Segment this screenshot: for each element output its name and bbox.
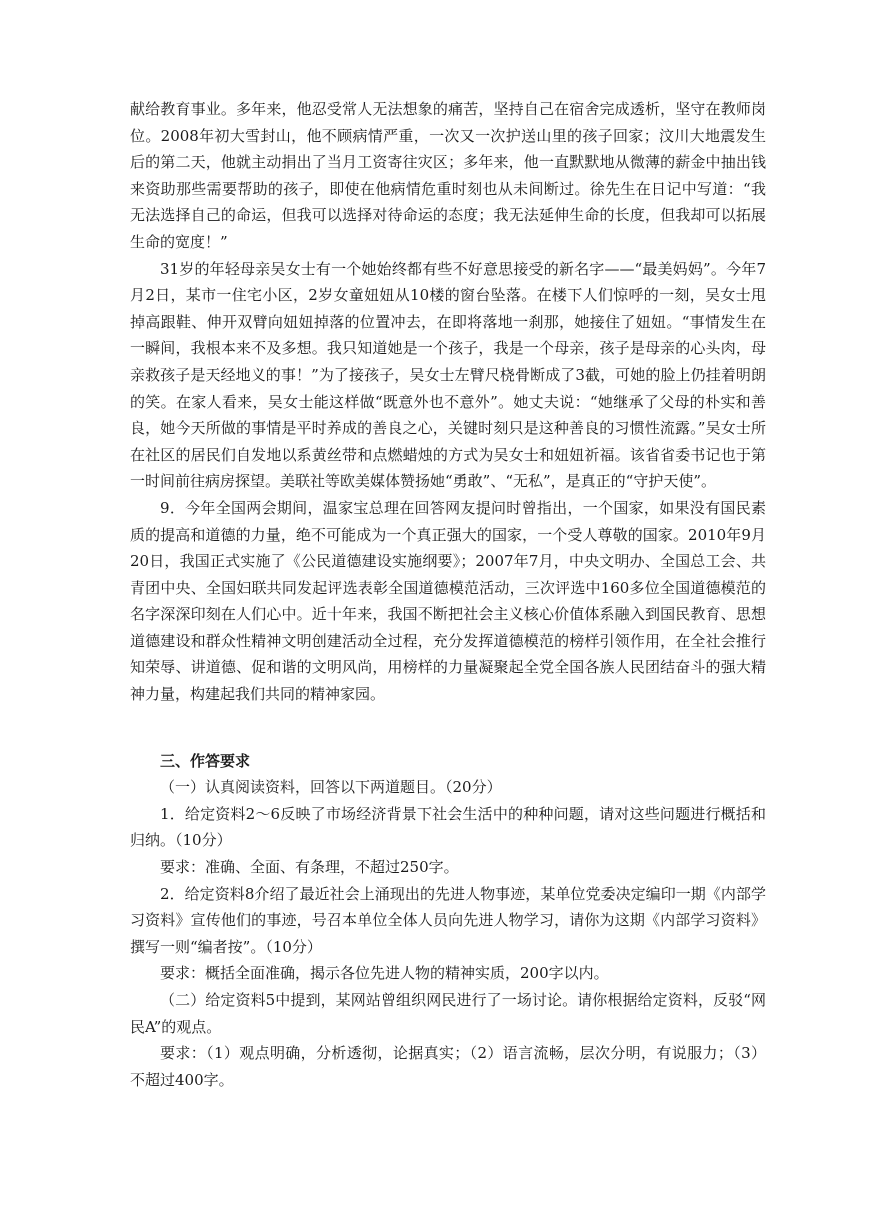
question-one-requirement: 要求：准确、全面、有条理，不超过250字。 [160, 858, 459, 877]
question-one: 1．给定资料2～6反映了市场经济背景下社会生活中的种种问题，请对这些问题进行概括和归纳。（10分） [130, 804, 766, 850]
question-two-requirement: 要求：概括全面准确，揭示各位先进人物的精神实质，200字以内。 [160, 964, 609, 983]
section-heading: 三、作答要求 [160, 751, 251, 770]
part-two-question: （二）给定资料5中提到，某网站曾组织网民进行了一场讨论。请你根据给定资料，反驳“网民A”的观点。 [130, 991, 766, 1036]
material-paragraph-teacher: 献给教育事业。多年来，他忍受常人无法想象的痛苦，坚持自己在宿舍完成透析，坚守在教师岗位。2008年初大雪封山，他不顾病情严重，一次又一次护送山里的孩子回家；汶川大地震发生后的第二天，他就主动捐出了当月工资寄往灾区；多年来，他一直默默地从微薄的薪金中抽出钱来资助那些需要帮助的孩子，即使在他病情危重时刻也从未间断过。徐先生在日记中写道：“我无法选择自己的命运，但我可以选择对待命运的态度；我无法延伸生命的长度，但我却可以拓展生命的宽度！” [130, 100, 766, 251]
part-one-intro: （一）认真阅读资料，回答以下两道题目。（20分） [160, 778, 502, 797]
section-spacer [130, 708, 766, 748]
material-paragraph-nine: 9．今年全国两会期间，温家宝总理在回答网友提问时曾指出，一个国家，如果没有国民素质的提高和道德的力量，绝不可能成为一个真正强大的国家，一个受人尊敬的国家。2010年9月20日，我国正式实施了《公民道德建设实施纲要》；2007年7月，中央文明办、全国总工会、共青团中央、全国妇联共同发起评选表彰全国道德模范活动，三次评选中160多位全国道德模范的名字深深印刻在人们心中。近十年来，我国不断把社会主义核心价值体系融入到国民教育、思想道德建设和群众性精神文明创建活动全过程，充分发挥道德模范的榜样引领作用，在全社会推行知荣辱、讲道德、促和谐的文明风尚，用榜样的力量凝聚起全党全国各族人民团结奋斗的强大精神力量，构建起我们共同的精神家园。 [130, 498, 766, 704]
question-two: 2．给定资料8介绍了最近社会上涌现出的先进人物事迹，某单位党委决定编印一期《内部学习资料》宣传他们的事迹，号召本单位全体人员向先进人物学习，请你为这期《内部学习资料》撰写一则“编者按”。（10分） [130, 884, 766, 956]
material-paragraph-mother: 31岁的年轻母亲吴女士有一个她始终都有些不好意思接受的新名字——“最美妈妈”。今年7月2日，某市一住宅小区，2岁女童妞妞从10楼的窗台坠落。在楼下人们惊呼的一刻，吴女士甩掉高跟鞋、伸开双臂向妞妞掉落的位置冲去，在即将落地一刹那，她接住了妞妞。“事情发生在一瞬间，我根本来不及多想。我只知道她是一个孩子，我是一个母亲，孩子是母亲的心头肉，母亲救孩子是天经地义的事！”为了接孩子，吴女士左臂尺桡骨断成了3截，可她的脸上仍挂着明朗的笑。在家人看来，吴女士能这样做“既意外也不意外”。她丈夫说：“她继承了父母的朴实和善良，她今天所做的事情是平时养成的善良之心，关键时刻只是这种善良的习惯性流露。”吴女士所在社区的居民们自发地以系黄丝带和点燃蜡烛的方式为吴女士和妞妞祈福。该省省委书记也于第一时间前往病房探望。美联社等欧美媒体赞扬她“勇敢”、“无私”，是真正的“守护天使”。 [130, 259, 766, 491]
document-page [130, 96, 766, 1093]
part-two-requirement: 要求：（1）观点明确，分析透彻，论据真实；（2）语言流畅，层次分明，有说服力；（3）不超过400字。 [130, 1044, 766, 1089]
